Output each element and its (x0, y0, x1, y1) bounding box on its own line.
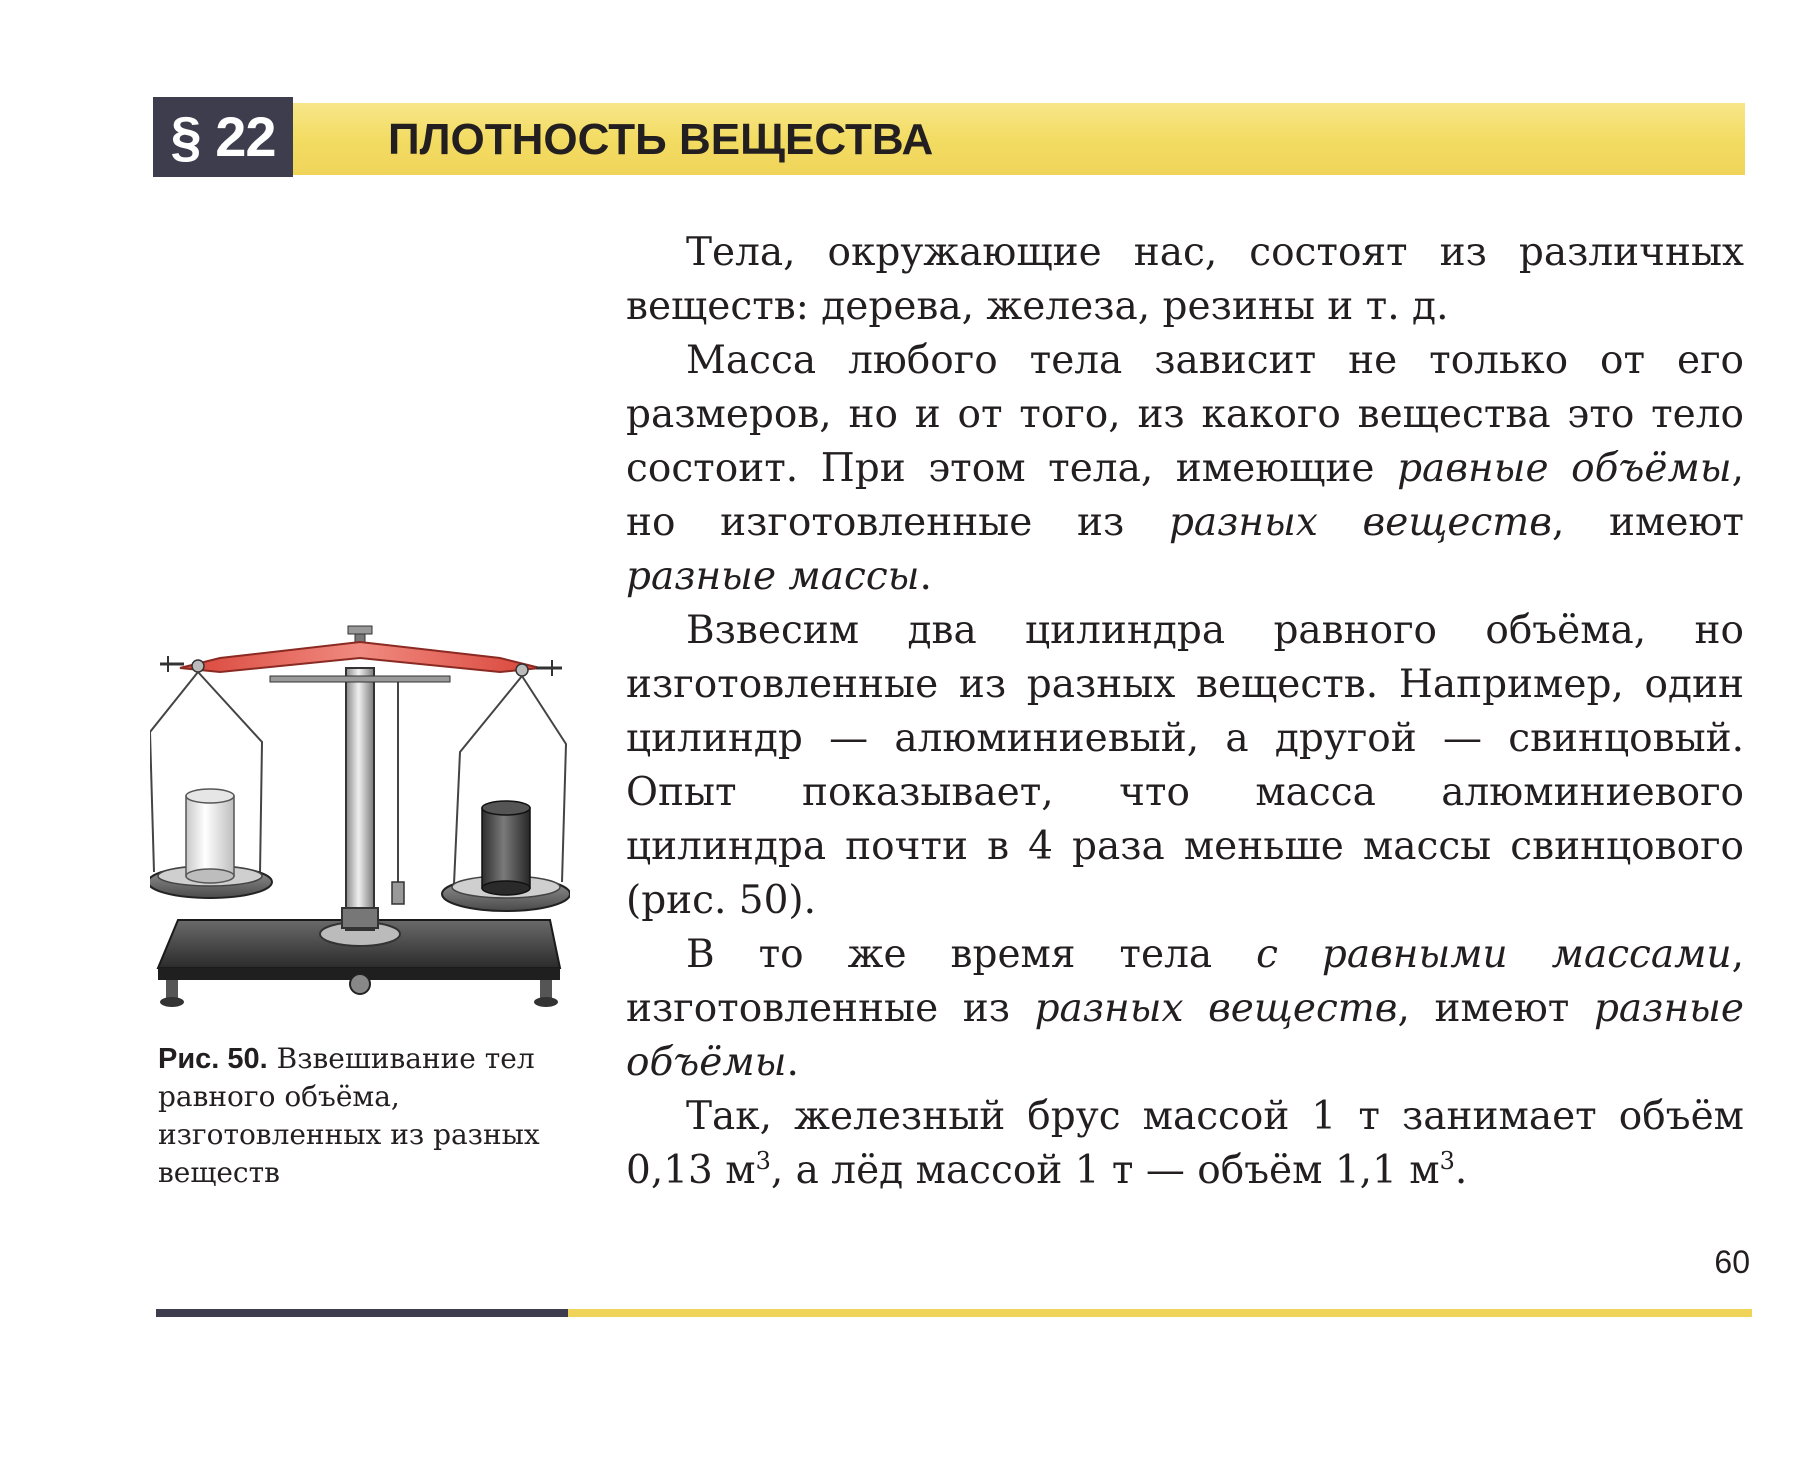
aluminium-cylinder (186, 789, 234, 883)
emphasis-different-volumes: разные объёмы (626, 986, 1744, 1085)
paragraph-5: Так, железный брус массой 1 т занимает объём 0,13 $м^3$, а лёд массой 1 т — объём 1,1 $м^3$. (626, 1094, 1744, 1193)
emphasis-equal-volumes: равные объёмы (1397, 446, 1732, 491)
section-number: § 22 (153, 97, 293, 177)
caption-text: Взвешивание тел равного объёма, изготовленных из разных веществ (158, 1042, 540, 1189)
scale-column (270, 626, 450, 946)
section-title: ПЛОТНОСТЬ ВЕЩЕСТВА (388, 115, 934, 164)
emphasis-different-substances: разных веществ (1034, 986, 1398, 1031)
body-text (626, 226, 1744, 1198)
emphasis-different-substances: разных веществ (1168, 500, 1552, 545)
footer-rule-yellow (568, 1309, 1752, 1317)
paragraph-2: Масса любого тела зависит не только от его размеров, но и от того, из какого вещества это тело состоит. При этом тела, имеющие равные объёмы, но изготовленные из разных веществ, имеют разные массы. (626, 338, 1744, 599)
page-number: 60 (1714, 1244, 1750, 1280)
figure-caption (158, 1040, 578, 1192)
caption-label: Рис. 50. (158, 1043, 268, 1075)
paragraph-1: Тела, окружающие нас, состоят из различных веществ: дерева, железа, резины и т. д. (626, 230, 1744, 329)
footer-rule-dark (156, 1309, 568, 1317)
paragraph-3: Взвесим два цилиндра равного объёма, но изготовленные из разных веществ. Например, один цилиндр — алюминиевый, а другой — свинцовый. Опыт показывает, что масса алюминиевого цилиндра почти в 4 раза меньше массы свинцового (рис. 50). (626, 608, 1744, 923)
emphasis-different-masses: разные массы (626, 554, 920, 599)
paragraph-4: В то же время тела с равными массами, изготовленные из разных веществ, имеют разные объёмы. (626, 932, 1745, 1085)
lead-cylinder (482, 801, 530, 895)
balance-scale-illustration (150, 612, 570, 1022)
emphasis-equal-masses: с равными массами (1256, 932, 1732, 977)
